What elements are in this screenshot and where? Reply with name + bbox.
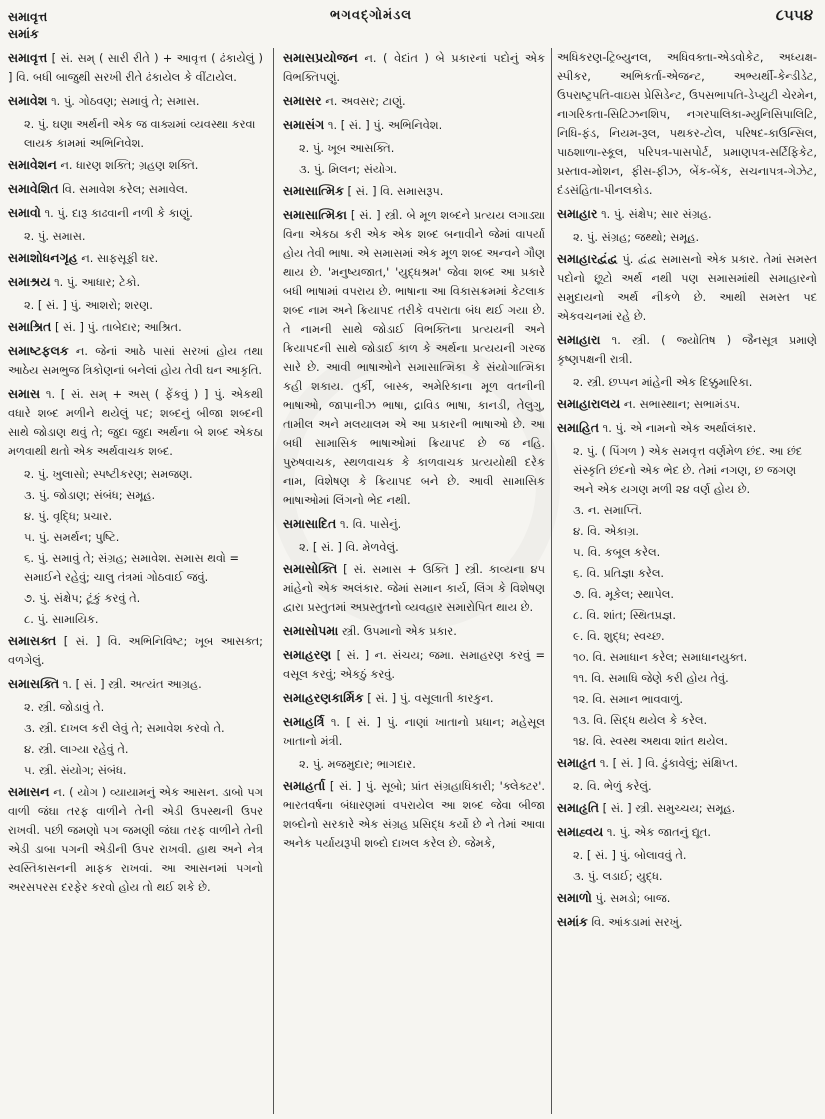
dictionary-entry <box>557 48 817 200</box>
definition: [ સં. સમ્ ( સારી રીતે ) + આવૃત્ત ( ઢંકાયેલું ) ] વિ. બધી બાજુથી સરખી રીતે ઢંકાયેલ કે વીંટાયેલ. <box>8 51 263 84</box>
sense-line: ૨. પું. ( પિંગળ ) એક સમવૃત્ત વર્ણમેળ છંદ. આ છંદ સંસ્કૃતિ છંદનો એક ભેદ છે. તેમાં નગણ, છ જગણ અને એક યગણ મળી ૨૪ વર્ણ હોય છે. <box>573 444 803 496</box>
headword: સમાહૃતિ <box>557 800 600 815</box>
definition: ૧. [ સં. ] વિ. ઢુંકાવેલું; સંક્ષિપ્ત. <box>599 756 738 770</box>
headword: સમાસોક્તિ <box>283 561 338 576</box>
sense-line: ૩. પું. મિલન; સંયોગ. <box>299 162 397 176</box>
headword: સમાસાદિત <box>283 516 337 531</box>
definition: પું. સમડો; બાજ. <box>595 891 671 905</box>
sense-line: ૪. વિ. એકાગ્ર. <box>573 524 640 538</box>
sense-line: ૩. ન. સમાપ્તિ. <box>573 503 643 517</box>
column-1 <box>8 48 263 901</box>
dictionary-entry <box>283 712 545 751</box>
definition: ૧. પું. દારૂ કાઢવાની નળી કે કાણું. <box>44 206 193 220</box>
sense-line: ૪. પું. વૃદ્ધિ; પ્રચાર. <box>24 509 113 523</box>
headword: સમાવેશિત <box>8 181 59 196</box>
dictionary-entry <box>8 248 263 268</box>
headword: સમાવેશન <box>8 157 57 172</box>
headword: સમાહર્ત્રિ <box>283 714 325 729</box>
sense-line: ૭. પું. સંક્ષેપ; ટૂંકું કરવું તે. <box>24 591 141 605</box>
sense-line: ૧૨. વિ. સમાન ભાવવાળું. <box>573 692 683 706</box>
definition: ન. જેનાં આઠે પાસાં સરખાં હોય તથા આઠેય સમભુજ ત્રિકોણનાં બનેલાં હોય તેવી ઘન આકૃતિ. <box>8 344 264 377</box>
definition: ૧. પું. એક જાતનું દ્યૂત. <box>606 825 711 839</box>
running-head-left <box>8 8 47 42</box>
dictionary-entry <box>557 822 817 842</box>
definition: સ્ત્રી. ઉપમાનો એક પ્રકાર. <box>341 624 457 638</box>
definition: [ સં. સમાસ + ઉક્તિ ] સ્ત્રી. કાવ્યના ૪૫ માંહેનો એક અલંકાર. જેમાં સમાન કાર્ય, લિંગ કે વિશેષણ દ્વારા પ્રસ્તુતમાં અપ્રસ્તુતનો વ્યવહાર સમારોપિત થાય છે. <box>283 562 546 614</box>
headword: સમાસોપમા <box>283 623 339 638</box>
definition: ૧. [ સં. ] પું. નાણાં ખાતાનો પ્રધાન; મહેસૂલ ખાતાનો મંત્રી. <box>283 715 545 748</box>
definition: ન. અવસર; ટાણું. <box>325 94 406 108</box>
column-divider <box>551 48 552 1114</box>
headword: સમાવેશ <box>8 93 48 108</box>
sense-line: ૨. પું. સંગ્રહ; જથ્થો; સમૂહ. <box>573 230 700 244</box>
dictionary-entry <box>283 91 545 111</box>
headword: સમાહિત <box>557 420 600 435</box>
headword: સમાવો <box>8 205 41 220</box>
definition: ૧. [ સં. ] સ્ત્રી. અત્યંત આગ્રહ. <box>62 677 202 691</box>
headword: સમાસાત્મિકા <box>283 207 347 222</box>
page-number: ૮૫૫૪ <box>775 6 813 24</box>
sense-line: ૩. સ્ત્રી. દાખલ કરી લેવું તે; સમાવેશ કરવો તે. <box>24 721 225 735</box>
sense-line: ૯. વિ. શુદ્ધ; સ્વચ્છ. <box>573 629 665 643</box>
definition: અધિકરણ-ટ્રિબ્યુનલ, અધિવક્તા-એડવોકેટ, અધ્યક્ષ-સ્પીકર, અભિકર્તા-એજન્ટ, અભ્યર્થી-કેન્ડીડેટ, ઉપરાષ્ટ્રપતિ-વાઇસ પ્રેસિડેન્ટ, ઉપસભાપતિ-ડેપ્યુટી ચેરમેન, નાગરિકતા-સિટિઝનશિપ, નગરપાલિકા-મ્યુનિસિપાલિટિ, નિધિ-ફંડ, નિયમ-રૂલ, પથકર-ટોલ, પરિષદ-કાઉન્સિલ, પાઠશાળા-સ્કૂલ, પરિપત્ર-પાસપોર્ટ, પ્રમાણપત્ર-સર્ટિફિકેટ, પ્રસ્તાવ-મોશન, ફીસ-ફીઝ, બેંક-બેંક, સચનાપત્ર-ગેઝેટ, દંડસંહિતા-પીનલકોડ. <box>557 50 817 197</box>
headword: સમાસક્તિ <box>8 676 60 691</box>
dictionary-entry <box>557 204 817 224</box>
dictionary-entry <box>557 418 817 438</box>
headword: સમાસંગ <box>283 117 325 132</box>
dictionary-entry <box>557 798 817 818</box>
definition: [ સં. ] પું. વસૂલાતી કારકુન. <box>367 691 494 705</box>
headword: સમાહરણ <box>283 647 332 662</box>
headword: સમાશ્રય <box>8 274 51 289</box>
sense-line: ૧૧. વિ. સમાધિ જેણે કરી હોય તેવું. <box>573 671 729 685</box>
dictionary-entry <box>8 674 263 694</box>
headword: સમાહાર <box>557 206 598 221</box>
column-divider <box>273 48 274 1114</box>
sense-line: ૫. સ્ત્રી. સંયોગ; સંબંધ. <box>24 763 127 777</box>
definition: [ સં. ] પું. તાબેદાર; આશ્રિત. <box>54 320 182 334</box>
definition: ૧. [ સં. ] પું. અભિનિવેશ. <box>327 118 443 132</box>
sense-line: ૧૦. વિ. સમાધાન કરેલ; સમાધાનયુક્ત. <box>573 650 748 664</box>
sense-line: ૧૪. વિ. સ્વસ્થ અથવા શાંત થયેલ. <box>573 734 728 748</box>
definition: ન. સભાસ્થાન; સભામંડપ. <box>623 397 741 411</box>
dictionary-entry <box>557 330 817 369</box>
dictionary-entry <box>8 48 263 87</box>
dictionary-entry <box>557 249 817 326</box>
headword: સમાસ <box>8 386 41 401</box>
sense-line: ૨. વિ. ભેળું કરેલું. <box>573 779 652 793</box>
definition: ૧. પું. આધાર; ટેકો. <box>54 275 141 289</box>
definition: પું. દ્વંદ્વ સમાસનો એક પ્રકાર. તેમાં સમસ્ત પદોનો છૂટો અર્થ નથી પણ સમાસમાંથી સમાહારનો સમુદાયનો અર્થ નીકળે છે. આથી સમસ્ત પદ એકવચનમાં રહે છે. <box>557 252 818 323</box>
headword: સમાંક <box>557 914 588 929</box>
definition: ન. ધારણ શક્તિ; ગ્રહણ શક્તિ. <box>60 158 199 172</box>
definition: ન. સાફસૂફી ઘર. <box>81 251 159 265</box>
definition: [ સં. ] સ્ત્રી. સમુચ્ચય; સમૂહ. <box>602 801 736 815</box>
dictionary-entry <box>557 394 817 414</box>
definition: [ સં. ] પું. સૂબો; પ્રાંત સંગ્રહાધિકારી; 'ક્લેક્ટર'. ભારતવર્ષના બંધારણમાં વપરાયેલ આ શબ્દ જેવા બીજા શબ્દોનો સરકારે એક સંગ્રહ પ્રસિદ્ધ કર્યો છે ને તેમાં આવા અનેક પર્યાયરૂપી શબ્દો દાખલ કરેલ છે. જેમકે, <box>283 779 545 850</box>
headword: સમાહારાલય <box>557 396 621 411</box>
dictionary-entry <box>8 179 263 199</box>
column-2 <box>283 48 545 857</box>
dictionary-entry <box>8 317 263 337</box>
definition: [ સં. ] ન. સંચય; જમા. સમાહરણ કરવું = વસૂલ કરવું; એકઠું કરવું. <box>283 648 546 681</box>
headword: સમાસપ્રયોજન <box>283 50 358 65</box>
headword: સમાહ્વય <box>557 824 604 839</box>
sense-line: ૨. પું. ઘણા અર્થની એક જ વાક્યમાં વ્યવસ્થા કરવા લાયક કામમાં અભિનિવેશ. <box>24 117 256 150</box>
headword: સમાળો <box>557 890 592 905</box>
dictionary-entry <box>283 514 545 534</box>
sense-line: ૭. વિ. મૂકેલ; સ્થાપેલ. <box>573 587 675 601</box>
headword: સમાવૃત્ત <box>8 50 48 65</box>
definition: ૧. પું. સંક્ષેપ; સાર સંગ્રહ. <box>601 207 712 221</box>
sense-line: ૨. પું. ખુલાસો; સ્પષ્ટીકરણ; સમજણ. <box>24 467 193 481</box>
definition: ૧. [ સં. સમ્ + અસ્ ( ફેંકવું ) ] પું. એકથી વધારે શબ્દ મળીને થયેલું પદ; શબ્દનું બીજા શબ્દની સાથે જોડાણ થવું તે; જુદા જુદા અર્થના બે શબ્દ એકઠા મળવાથી થતો એક અર્થવાચક શબ્દ. <box>8 387 263 458</box>
sense-line: ૬. પું. સમાવું તે; સંગ્રહ; સમાવેશ. સમાસ થવો = સમાઈને રહેવું; ચાલુ તંત્રમાં ગોઠવાઈ જવું. <box>24 551 240 584</box>
definition: ૧. પું. એ નામનો એક અર્થાલંકાર. <box>602 421 757 435</box>
column-3 <box>557 48 817 936</box>
headword: સમાસર <box>283 93 322 108</box>
definition: ૧. પું. ગોઠવણ; સમાવું તે; સમાસ. <box>51 94 200 108</box>
sense-line: ૨. [ સં. ] પું. બોલાવવું તે. <box>573 848 687 862</box>
sense-line: ૫. પું. સમર્થન; પુષ્ટિ. <box>24 530 120 544</box>
sense-line: ૨. પું. મજમુદાર; ભાગદાર. <box>299 757 416 771</box>
dictionary-entry <box>283 48 545 87</box>
sense-line: ૨. પું. સમાસ. <box>24 229 86 243</box>
headword: સમાસન <box>8 784 50 799</box>
last-headword: સમાંક <box>8 26 39 41</box>
definition: ૧. વિ. પાસેનું. <box>339 517 402 531</box>
headword: સમાષ્ટફલક <box>8 343 69 358</box>
dictionary-entry <box>8 782 263 897</box>
headword: સમાહરણકાર્મિક <box>283 690 364 705</box>
dictionary-entry <box>283 776 545 853</box>
definition: [ સં. ] સ્ત્રી. બે મૂળ શબ્દને પ્રત્યય લગાડ્યા વિના એકઠા કરી એક એક શબ્દ બનાવીને જેમાં વાપર્યા હોય તેવી ભાષા. એ સમાસમાં એક મૂળ શબ્દ અન્વને ગૌણ થાય છે. 'મનુષ્યજાત,' 'યુદ્ધશ્રમ' જેવા શબ્દ આ પ્રકારે બધી ભાષામાં વપરાય છે. ભાષાના આ વિકાસક્રમમાં કેટલાક શબ્દ નામ અને ક્રિયાપદ તરીકે વપરાતા બંધ થઈ ગયા છે. તે નામની સાથે જોડાઈ વિભક્તિના પ્રત્યયની અને ક્રિયાપદની સાથે જોડાઈ કાળ કે અર્થના પ્રત્યયની ગરજ સારે છે. આવી ભાષાઓને સમાસાત્મિકા કે સંયોગાત્મિકા કહી શકાય. તુર્કી, બાસ્ક, અમેરિકાના મૂળ વતનીની ભાષાઓ, જાપાનીઝ ભાષા, દ્રાવિડ ભાષા, કાનડી, તેલુગુ, તામીલ અને મલયાલમ એ આ પ્રકારની ભાષાઓ છે. આ બધી સામાસિક ભાષાઓમાં ક્રિયાપદ છે જ નહિ. પુરુષવાચક, સ્થળવાચક કે કાળવાચક પ્રત્યયોથી દરેક નામ, વિશેષણ કે ક્રિયાપદ બને છે. આવી સામાસિક ભાષાઓમાં લિંગનો ભેદ નથી. <box>283 208 545 507</box>
dictionary-entry <box>8 203 263 223</box>
dictionary-entry <box>283 688 545 708</box>
headword: સમાહારા <box>557 332 601 347</box>
headword: સમાશ્રિત <box>8 319 52 334</box>
headword: સમાસાત્મિક <box>283 183 344 198</box>
page-title: ભગવદ્ગોમંડલ <box>330 8 413 23</box>
dictionary-entry <box>8 155 263 175</box>
sense-line: ૨. પું. ખૂબ આસક્તિ. <box>299 141 395 155</box>
sense-line: ૨. સ્ત્રી. છપ્પન માંહેની એક દિક્કુમારિકા. <box>573 375 753 389</box>
sense-line: ૨. સ્ત્રી. જોડાવું તે. <box>24 700 105 714</box>
dictionary-entry <box>8 384 263 461</box>
headword: સમાહારદ્વંદ્વ <box>557 251 618 266</box>
sense-line: ૨. [ સં. ] પું. આશરો; શરણ. <box>24 298 153 312</box>
sense-line: ૬. વિ. પ્રતિજ્ઞા કરેલ. <box>573 566 665 580</box>
sense-line: ૪. સ્ત્રી. લાગ્યા રહેવું તે. <box>24 742 129 756</box>
headword: સમાશોધનગૃહ <box>8 250 78 265</box>
dictionary-entry <box>557 753 817 773</box>
dictionary-entry <box>283 205 545 510</box>
definition: ૧. સ્ત્રી. ( જ્યોતિષ ) જૈનસૂત્ર પ્રમાણે કૃષ્ણપક્ષની રાત્રી. <box>557 333 817 366</box>
definition: ન. ( વેદાંત ) બે પ્રકારનાં પદોનું એક વિભક્તિપણું. <box>283 51 545 84</box>
definition: વિ. સમાવેશ કરેલ; સમાવેલ. <box>62 182 189 196</box>
dictionary-entry <box>8 91 263 111</box>
definition: [ સં. ] વિ. અભિનિવિષ્ટ; ખૂબ આસક્ત; વળગેલું. <box>8 634 263 667</box>
first-headword: સમાવૃત્ત <box>8 9 48 24</box>
sense-line: ૨. [ સં. ] વિ. મેળવેલું. <box>299 540 399 554</box>
definition: વિ. આંકડામાં સરખું. <box>591 915 683 929</box>
dictionary-entry <box>557 888 817 908</box>
dictionary-entry <box>283 645 545 684</box>
dictionary-entry <box>283 181 545 201</box>
dictionary-entry <box>8 631 263 670</box>
dictionary-entry <box>8 272 263 292</box>
dictionary-entry <box>283 115 545 135</box>
sense-line: ૮. વિ. શાંત; સ્થિતપ્રજ્ઞ. <box>573 608 676 622</box>
sense-line: ૫. વિ. કબૂલ કરેલ. <box>573 545 661 559</box>
definition: [ સં. ] વિ. સમાસરૂપ. <box>347 184 444 198</box>
dictionary-entry <box>8 341 263 380</box>
headword: સમાસક્ત <box>8 633 57 648</box>
sense-line: ૧૩. વિ. સિદ્ધ થયેલ કે કરેલ. <box>573 713 708 727</box>
headword: સમાહર્તા <box>283 778 326 793</box>
sense-line: ૩. પું. લડાઈ; યુદ્ધ. <box>573 869 663 883</box>
sense-line: ૩. પું. જોડાણ; સંબંધ; સમૂહ. <box>24 488 156 502</box>
definition: ન. ( યોગ ) વ્યાયામનું એક આસન. ડાબો પગ વાળી જંઘા તરફ વાળીને તેની એડી ઉપસ્થની ઉપર રાખવી. પછી જમણો પગ જમણી જંઘા તરફ વાળીને તેની એડી ડાબા પગની એડીની ઉપર રાખવી. હાથ અને નેત્ર સ્વસ્તિકાસનની માફક રાખવાં. આ આસનમાં પગનો અરસપરસ દરફેર કરવો હોય તો થઈ શકે છે. <box>8 785 263 894</box>
dictionary-entry <box>557 912 817 932</box>
headword: સમાહૃત <box>557 755 597 770</box>
sense-line: ૮. પું. સામાયિક. <box>24 612 99 626</box>
dictionary-entry <box>283 621 545 641</box>
dictionary-entry <box>283 559 545 617</box>
